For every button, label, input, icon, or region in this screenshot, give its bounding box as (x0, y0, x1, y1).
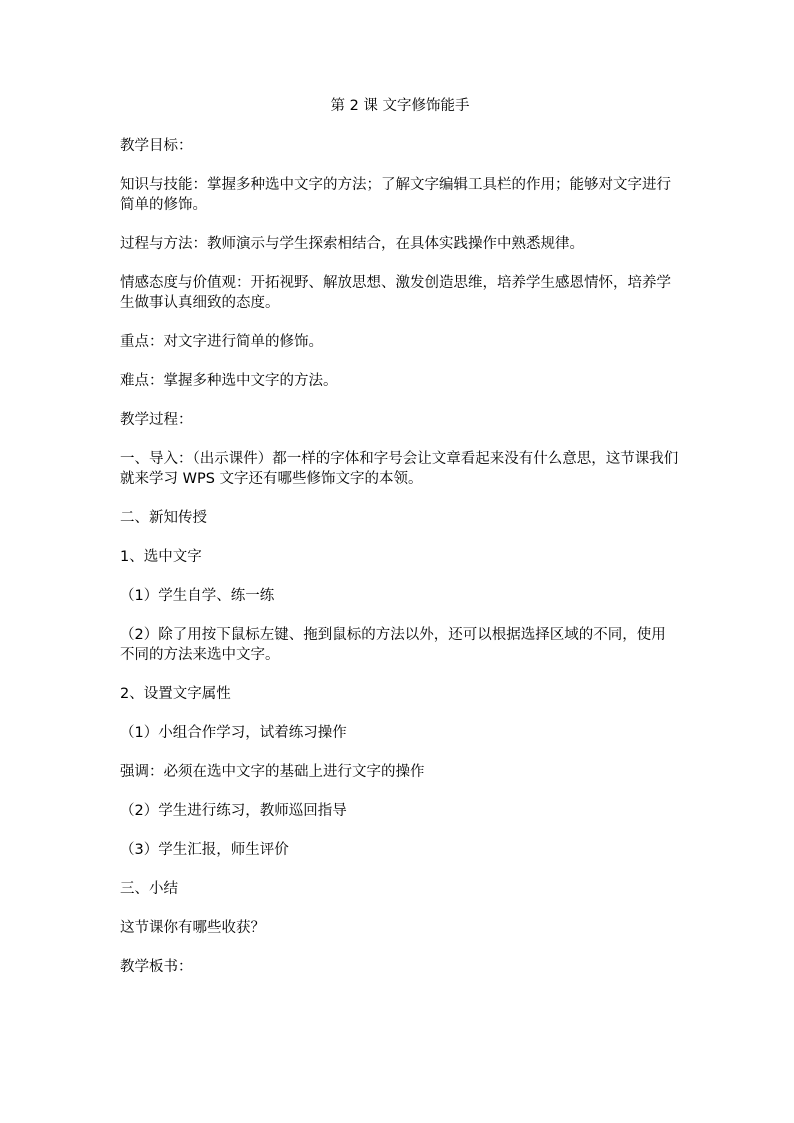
paragraph-step-1-1: （1）学生自学、练一练 (120, 588, 275, 604)
paragraph-emphasis: 强调：必须在选中文字的基础上进行文字的操作 (120, 764, 425, 780)
paragraph-select-text-heading: 1、选中文字 (120, 549, 202, 565)
paragraph-summary-heading: 三、小结 (120, 881, 178, 897)
paragraph-process-methods: 过程与方法：教师演示与学生探索相结合，在具体实践操作中熟悉规律。 (120, 236, 584, 252)
paragraph-new-knowledge-heading: 二、新知传授 (120, 510, 207, 526)
paragraph-process-heading: 教学过程： (120, 412, 193, 428)
paragraph-key-point: 重点：对文字进行简单的修饰。 (120, 334, 323, 350)
paragraph-attitude-values: 情感态度与价值观：开拓视野、解放思想、激发创造思维，培养学生感恩情怀，培养学生做事认真细致的态度。 (120, 275, 671, 311)
paragraph-step-2-2: （2）学生进行练习，教师巡回指导 (120, 803, 347, 819)
paragraph-step-1-2: （2）除了用按下鼠标左键、拖到鼠标的方法以外，还可以根据选择区域的不同，使用不同的方法来选中文字。 (120, 627, 666, 663)
paragraph-summary-question: 这节课你有哪些收获？ (120, 920, 265, 936)
paragraph-difficulty: 难点：掌握多种选中文字的方法。 (120, 373, 338, 389)
paragraph-knowledge-skills: 知识与技能：掌握多种选中文字的方法；了解文字编辑工具栏的作用；能够对文字进行简单的修饰。 (120, 177, 671, 213)
paragraph-board-heading: 教学板书： (120, 959, 193, 975)
paragraph-step-2-1: （1）小组合作学习，试着练习操作 (120, 725, 347, 741)
document-title: 第 2 课 文字修饰能手 (330, 98, 470, 114)
document-body (120, 96, 680, 996)
paragraph-introduction: 一、导入：（出示课件）都一样的字体和字号会让文章看起来没有什么意思，这节课我们就来学习 WPS 文字还有哪些修饰文字的本领。 (120, 451, 679, 487)
paragraph-text-attributes-heading: 2、设置文字属性 (120, 686, 231, 702)
paragraph-step-2-3: （3）学生汇报，师生评价 (120, 842, 289, 858)
paragraph-objectives-heading: 教学目标： (120, 138, 193, 154)
